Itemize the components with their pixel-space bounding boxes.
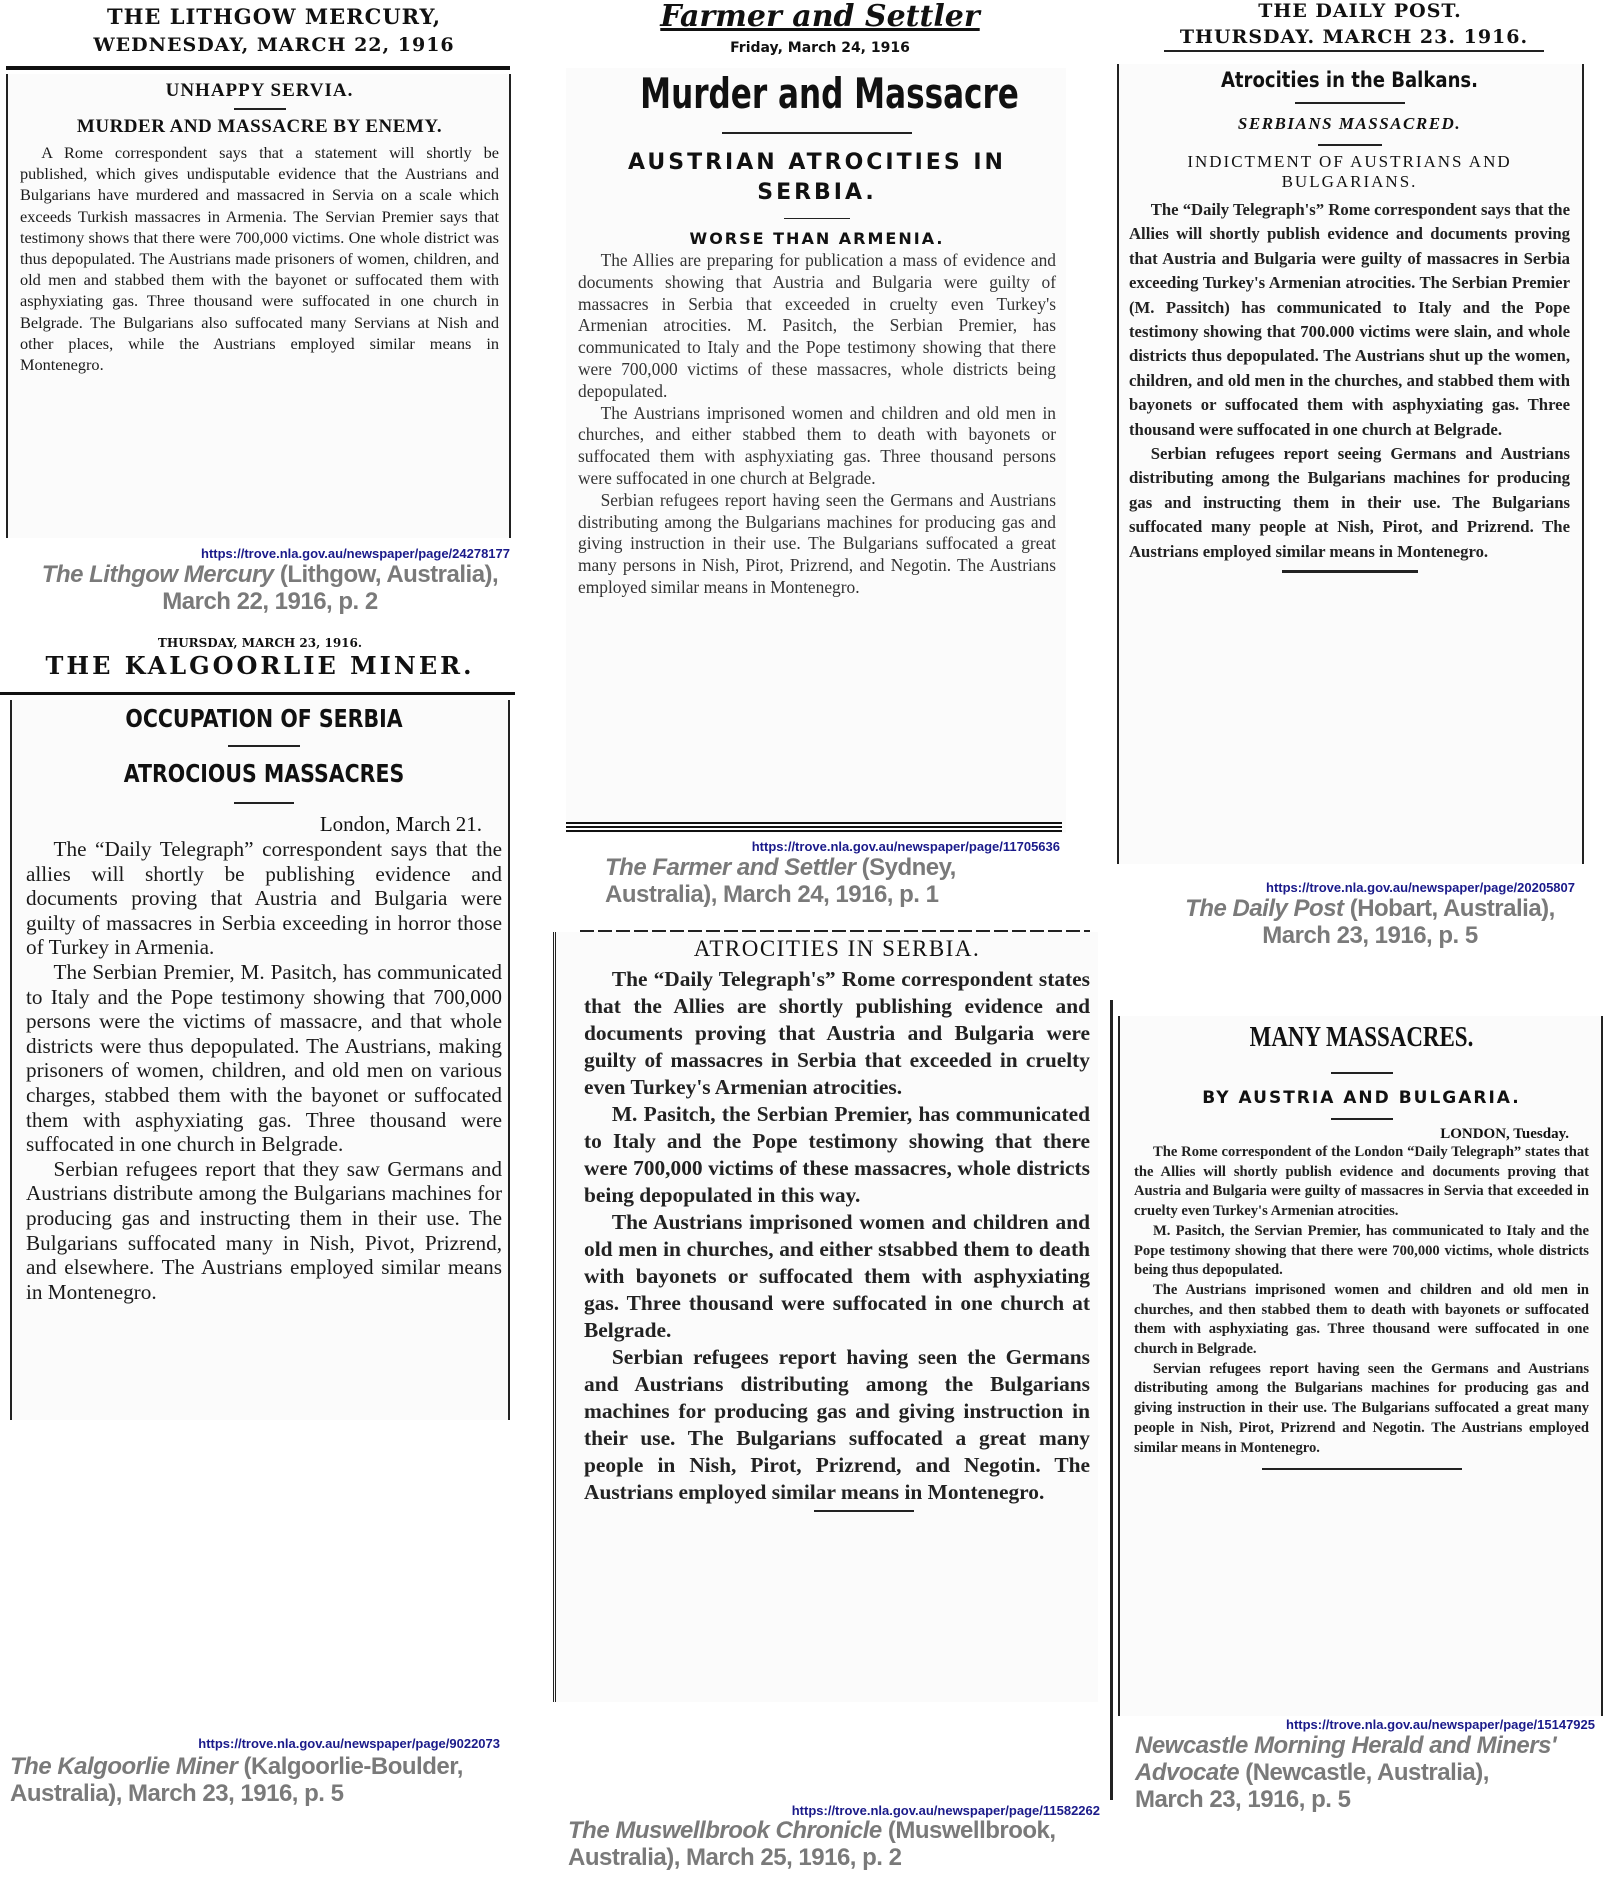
farmer-masthead-block bbox=[560, 0, 1080, 68]
farmer-bottom-rule bbox=[566, 822, 1062, 832]
dailypost-paragraph: The “Daily Telegraph's” Rome correspondent says that the Allies will shortly publish evidence and documents proving that Austria and Bulgaria were guilty of massacres in Serbia exceeding Turkey's Armenian atrocities. The Serbian Premier (M. Passitch) has communicated to Italy and the Pope testimony showing that 700.000 victims were slain, and whole districts thus depopulated. The Austrians shut up the women, children, and old men in the churches, and stabbed them with bayonets or suffocated them with asphyxiating gas. Three thousand were suffocated in one church at Belgrade. bbox=[1129, 200, 1570, 439]
muswellbrook-caption-date: Australia), March 25, 1916, p. 2 bbox=[568, 1843, 902, 1871]
farmer-paragraph: Serbian refugees report having seen the Germans and Austrians distributing among the Bulgarians machines for producing gas and giving instruction in their use. The Bulgarians suffocated a great many persons in Nish, Pirot, Prizrend, and Negotin. The Austrians employed similar means in Montenegro. bbox=[578, 489, 1056, 597]
muswellbrook-caption-place: (Muswellbrook, bbox=[881, 1817, 1056, 1844]
lithgow-caption bbox=[20, 562, 520, 616]
kalgoorlie-article-body bbox=[26, 837, 502, 1304]
muswellbrook-source-url[interactable]: https://trove.nla.gov.au/newspaper/page/11582262 bbox=[791, 1803, 1100, 1818]
muswellbrook-paragraph: M. Pasitch, the Serbian Premier, has communicated to Italy and the Pope testimony showing that there were 700,000 victims of these massacres, whole districts being depopulated in this way. bbox=[584, 1102, 1090, 1207]
lithgow-caption-place: (Lithgow, Australia), bbox=[273, 561, 499, 588]
muswellbrook-caption-title: The Muswellbrook Chronicle bbox=[568, 1817, 882, 1844]
divider bbox=[234, 802, 294, 804]
dailypost-headline-3: INDICTMENT OF AUSTRIANS AND BULGARIANS. bbox=[1187, 152, 1512, 191]
divider bbox=[234, 108, 286, 110]
dailypost-paragraph: Serbian refugees report seeing Germans and Austrians distributing among the Bulgarians machines for producing gas and instructing them in their use. The Bulgarians suffocated many people at Nish, Pirot, and Prizrend. The Austrians employed similar means in Montenegro. bbox=[1129, 444, 1570, 561]
newcastle-caption-date: March 23, 1916, p. 5 bbox=[1135, 1785, 1351, 1813]
divider bbox=[1331, 1072, 1393, 1074]
divider bbox=[722, 132, 912, 134]
lithgow-caption-title: The Lithgow Mercury bbox=[41, 561, 274, 588]
muswellbrook-caption bbox=[568, 1818, 1108, 1872]
lithgow-caption-date: March 22, 1916, p. 2 bbox=[162, 587, 378, 615]
farmer-headline-3: WORSE THAN ARMENIA. bbox=[689, 229, 945, 248]
farmer-paragraph: The Austrians imprisoned women and children and old men in churches, and either stabbed them to death with bayonets or suffocated them with asphyxiating gas. Three thousand persons were suffocated in one church at Belgrade. bbox=[578, 402, 1056, 488]
newcastle-article-body bbox=[1134, 1143, 1589, 1458]
dailypost-masthead: THE DAILY POST. bbox=[1258, 0, 1462, 22]
kalgoorlie-clipping bbox=[10, 700, 510, 1420]
divider bbox=[784, 218, 850, 219]
farmer-caption bbox=[605, 855, 1085, 909]
kalgoorlie-source-url[interactable]: https://trove.nla.gov.au/newspaper/page/9022073 bbox=[198, 1736, 500, 1751]
newcastle-caption bbox=[1135, 1733, 1600, 1814]
kalgoorlie-paragraph: Serbian refugees report that they saw Germans and Austrians distribute among the Bulgarians machines for producing gas and instructing them in their use. The Bulgarians suffocated many in Nish, Pivot, Prizrend, and elsewhere. The Austrians employed similar means in Montenegro. bbox=[26, 1156, 502, 1304]
lithgow-headline-2: MURDER AND MASSACRE BY ENEMY. bbox=[76, 116, 443, 137]
kalgoorlie-placeline: London, March 21. bbox=[319, 812, 482, 836]
farmer-headline-2: AUSTRIAN ATROCITIES IN SERBIA. bbox=[628, 150, 1006, 205]
dailypost-caption-date: March 23, 1916, p. 5 bbox=[1262, 921, 1478, 949]
newcastle-outer-rule bbox=[1110, 1000, 1113, 1800]
lithgow-paragraph: A Rome correspondent says that a statement will shortly be published, which gives undisputable evidence that the Austrians and Bulgarians have murdered and massacred in Servia on a scale which exceeds Turkish massacres in Armenia. The Servian Premier says that testimony shows that there were 700,000 victims. One whole district was thus depopulated. The Austrians made prisoners of women, children, and old men and stabbed them with the bayonet or suffocated them with asphyxiating gas. Three thousand were suffocated in one church in Belgrade. The Bulgarians also suffocated many Servians at Nish and other places, while the Austrians employed similar means in Montenegro. bbox=[20, 143, 499, 375]
newcastle-caption-title: Newcastle Morning Herald and Miners' Advocate bbox=[1135, 1732, 1557, 1786]
kalgoorlie-headline-1: OCCUPATION OF SERBIA bbox=[125, 704, 403, 733]
newcastle-placeline: LONDON, Tuesday. bbox=[1440, 1126, 1569, 1142]
newcastle-paragraph: Servian refugees report having seen the Germans and Austrians distributing among the Bulgarians machines for producing gas and giving instruction in their use. The Bulgarians suffocated a great many people in Nish, Pirot, Prizrend and Negotin. The Austrians employed similar means in Montenegro. bbox=[1134, 1360, 1589, 1456]
dailypost-source-url[interactable]: https://trove.nla.gov.au/newspaper/page/20205807 bbox=[1266, 880, 1575, 895]
lithgow-masthead-block bbox=[0, 0, 548, 62]
lithgow-rule bbox=[6, 66, 510, 70]
kalgoorlie-caption bbox=[10, 1754, 530, 1808]
muswellbrook-article-body bbox=[584, 966, 1090, 1506]
divider bbox=[814, 1510, 914, 1512]
farmer-source-url[interactable]: https://trove.nla.gov.au/newspaper/page/11705636 bbox=[751, 839, 1060, 854]
newcastle-source-url[interactable]: https://trove.nla.gov.au/newspaper/page/15147925 bbox=[1286, 1717, 1595, 1732]
dailypost-caption bbox=[1150, 896, 1590, 950]
kalgoorlie-dateline: THURSDAY, MARCH 23, 1916. bbox=[157, 636, 363, 650]
divider bbox=[1318, 144, 1382, 146]
dailypost-masthead-block bbox=[1120, 0, 1600, 62]
farmer-caption-title: The Farmer and Settler bbox=[605, 854, 856, 881]
kalgoorlie-paragraph: The Serbian Premier, M. Pasitch, has communicated to Italy and the Pope testimony showing that 700,000 persons were the victims of massacre, and that whole districts were thus depopulated. The Austrians, making prisoners of women, children, and old men on various charges, stabbed them with the bayonet or suffocated them with asphyxiating gas. Three thousand were suffocated in one church in Belgrade. bbox=[26, 959, 502, 1157]
muswellbrook-clipping bbox=[553, 932, 1098, 1702]
farmer-caption-place: (Sydney, bbox=[855, 854, 956, 881]
lithgow-article-body bbox=[20, 142, 499, 375]
kalgoorlie-caption-title: The Kalgoorlie Miner bbox=[10, 1753, 238, 1780]
muswellbrook-headline-1: ATROCITIES IN SERBIA. bbox=[693, 936, 981, 961]
farmer-article-body bbox=[578, 250, 1056, 599]
lithgow-source-url[interactable]: https://trove.nla.gov.au/newspaper/page/24278177 bbox=[201, 546, 510, 561]
lithgow-masthead: THE LITHGOW MERCURY, bbox=[106, 4, 442, 29]
dailypost-clipping bbox=[1117, 64, 1584, 864]
dailypost-article-body bbox=[1129, 198, 1570, 564]
muswellbrook-paragraph: The “Daily Telegraph's” Rome correspondent states that the Allies are shortly publishing evidence and documents proving that Austria and Bulgaria were guilty of massacres in Serbia that exceeded in cruelty even Turkey's Armenian atrocities. bbox=[584, 967, 1090, 1099]
muswellbrook-paragraph: Serbian refugees report having seen the Germans and Austrians distributing among the Bulgarians machines for producing gas and giving instruction in their use. The Bulgarians suffocated a great many people in Nish, Pirot, Prizrend, and Negotin. The Austrians employed similar means in Montenegro. bbox=[584, 1345, 1090, 1504]
farmer-clipping bbox=[566, 68, 1066, 833]
kalgoorlie-caption-place: (Kalgoorlie-Boulder, bbox=[237, 1753, 463, 1780]
kalgoorlie-masthead-block bbox=[0, 636, 520, 690]
farmer-dateline: Friday, March 24, 1916 bbox=[730, 40, 910, 56]
dailypost-headline-2: SERBIANS MASSACRED. bbox=[1237, 114, 1462, 133]
farmer-caption-date: Australia), March 24, 1916, p. 1 bbox=[605, 880, 939, 908]
newcastle-paragraph: M. Pasitch, the Servian Premier, has communicated to Italy and the Pope testimony showing that there were 700,000 victims, whole districts being thus depopulated. bbox=[1134, 1222, 1589, 1279]
kalgoorlie-headline-2: ATROCIOUS MASSACRES bbox=[123, 759, 405, 788]
divider bbox=[1262, 1468, 1462, 1470]
newcastle-paragraph: The Austrians imprisoned women and children and old men in churches, and then stabbed them to death with bayonets or suffocated them with asphyxiating gas. Three thousand were suffocated in one church in Belgrade. bbox=[1134, 1281, 1589, 1358]
farmer-masthead-logo: Farmer and Settler bbox=[660, 0, 980, 34]
lithgow-headline-1: UNHAPPY SERVIA. bbox=[165, 80, 354, 101]
divider bbox=[1282, 570, 1418, 573]
kalgoorlie-rule bbox=[0, 692, 515, 695]
farmer-headline-1: Murder and Massacre bbox=[640, 69, 1019, 118]
kalgoorlie-masthead: THE KALGOORLIE MINER. bbox=[45, 651, 475, 680]
lithgow-clipping bbox=[6, 74, 511, 538]
newcastle-headline-2: BY AUSTRIA AND BULGARIA. bbox=[1202, 1088, 1521, 1108]
dailypost-dateline: THURSDAY. MARCH 23. 1916. bbox=[1164, 26, 1544, 52]
dailypost-caption-place: (Hobart, Australia), bbox=[1343, 895, 1555, 922]
farmer-paragraph: The Allies are preparing for publication a mass of evidence and documents showing that Austria and Bulgaria were guilty of massacres in Serbia that exceeded in cruelty even Turkey's Armenian atrocities. M. Pasitch, the Serbian Premier, has communicated to Italy and the Pope testimony showing that there were 700,000 victims of these massacres, whole districts being depopulated. bbox=[578, 250, 1056, 401]
muswellbrook-paragraph: The Austrians imprisoned women and children and old men in churches, and either stsabbed them to death with bayonets or suffocated them with asphyxiating gas. Three thousand were suffocated in one church at Belgrade. bbox=[584, 1210, 1090, 1342]
lithgow-dateline: WEDNESDAY, MARCH 22, 1916 bbox=[93, 34, 455, 56]
newcastle-clipping bbox=[1118, 1016, 1603, 1716]
newcastle-headline-1: MANY MASSACRES. bbox=[1249, 1022, 1474, 1053]
divider bbox=[1295, 102, 1405, 104]
kalgoorlie-caption-date: Australia), March 23, 1916, p. 5 bbox=[10, 1779, 344, 1807]
dailypost-headline-1: Atrocities in the Balkans. bbox=[1220, 68, 1479, 92]
kalgoorlie-paragraph: The “Daily Telegraph” correspondent says that the allies will shortly be publishing evidence and documents proving that Austria and Bulgaria were guilty of massacres in Serbia exceeding in horror those of Turkey in Armenia. bbox=[26, 837, 502, 960]
newcastle-caption-place: (Newcastle, Australia), bbox=[1239, 1758, 1489, 1786]
divider bbox=[228, 745, 300, 747]
divider bbox=[1331, 1118, 1393, 1120]
dailypost-caption-title: The Daily Post bbox=[1185, 895, 1344, 922]
newcastle-paragraph: The Rome correspondent of the London “Daily Telegraph” states that the Allies will shortly publish evidence and documents proving that Austria and Bulgaria were guilty of massacres in Servia that exceeded in cruelty even Turkey's Armenian atrocities. bbox=[1134, 1144, 1589, 1220]
